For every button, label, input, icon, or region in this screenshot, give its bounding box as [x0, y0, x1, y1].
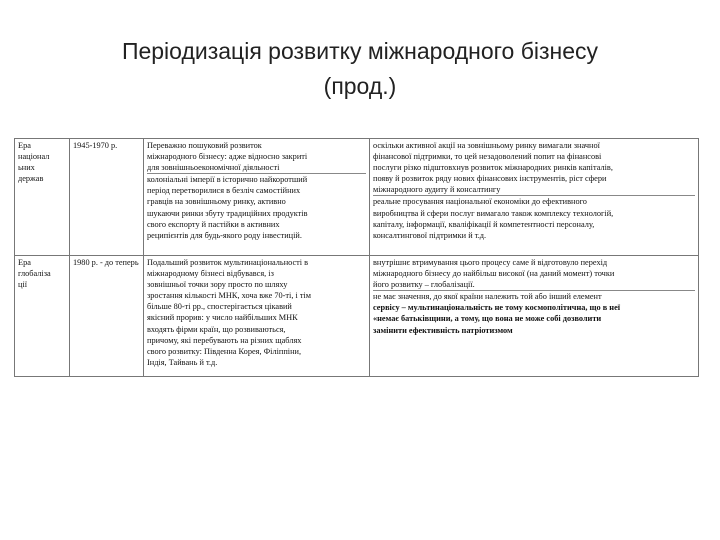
notes-line: міжнародного бізнесу до найбільш високої (на даний момент) точки [373, 269, 615, 279]
notes-line: виробництва й сфери послуг вимагало також комплексу технологій, [373, 208, 614, 218]
era-label-line: ції [18, 280, 28, 290]
notes-line: його розвитку – глобалізації. [373, 280, 475, 290]
notes-line: консалтингової підтримки й т.д. [373, 230, 487, 240]
era-cell [15, 256, 70, 377]
features-line: для зовнішньоекономічної діяльності [147, 163, 280, 173]
notes-cell [370, 256, 699, 377]
features-line: міжнародному бізнесі відбувався, із [147, 269, 274, 279]
features-cell [144, 139, 370, 256]
features-line: міжнародного бізнесу: адже відносно закриті [147, 152, 308, 162]
features-line: зовнішньої точки зору просто по шляху [147, 280, 288, 290]
features-line: реципієнтів для будь-якого роду інвестицій. [147, 230, 302, 240]
slide-title-line-1: Періодизація розвитку міжнародного бізнесу [121, 38, 599, 64]
table-row [15, 256, 699, 377]
features-line: зростання кількості МНК, хоча вже 70-ті, і тім [147, 291, 312, 301]
period-text: 1945-1970 р. [73, 141, 118, 150]
notes-line: «немає батьківщини, а тому, що вона не може собі дозволити [373, 314, 602, 324]
features-line: свого експорту й пастійки в активних [147, 219, 280, 229]
features-line: причому, які перебувають на різних щаблях [147, 335, 302, 345]
features-line: входять фірми країн, що розвиваються, [147, 324, 286, 334]
notes-line: реальне просування національної економіки до ефективного [373, 195, 695, 207]
notes-line: замінити ефективність патріотизмом [373, 325, 513, 335]
features-line: колоніальні імперії в історично найкоротший [147, 173, 366, 185]
notes-line: внутрішнє втримування цього процесу саме й відготовуло перехід [373, 258, 608, 267]
period-text: 1980 р. - до теперь [73, 258, 139, 267]
notes-line: міжнародного аудиту й консалтингу [373, 185, 501, 195]
features-line: шукаючи ринки збуту традиційних продуктів [147, 208, 308, 218]
features-line: якісний прорив: у число найбільших МНК [147, 313, 298, 323]
notes-cell [370, 139, 699, 256]
features-line: Подальший розвиток мультинаціональності в [147, 258, 309, 267]
period-cell [70, 256, 144, 377]
table-body [15, 139, 699, 377]
periodization-table [14, 138, 699, 377]
era-label-line: Ера [18, 141, 31, 150]
era-label-line: націонал [18, 152, 50, 162]
notes-line: не має значення, до якої країни належить той або інший елемент [373, 290, 695, 302]
table-row [15, 139, 699, 256]
features-line: більше 80-ті рр., спостерігається цікавий [147, 302, 292, 312]
notes-line: капіталу, інформації, кваліфікації й компетентності персоналу, [373, 219, 595, 229]
era-label-line: ьних [18, 163, 35, 173]
era-label-line: глобаліза [18, 269, 51, 279]
era-label-line: Ера [18, 258, 31, 267]
features-line: Переважно пошуковий розвиток [147, 141, 262, 150]
era-label-line: держав [18, 174, 44, 184]
notes-line: сервісу – мультинаціональність не тому космополітична, що в неї [373, 303, 621, 313]
period-cell [70, 139, 144, 256]
notes-line: появу й розвиток ряду нових фінансових інструментів, ріст сфери [373, 174, 607, 184]
notes-line: фінансової підтримки, то цей незадоволений попит на фінансові [373, 152, 602, 162]
features-cell [144, 256, 370, 377]
notes-line: послуги різко підштовхнув розвиток міжнародних ринків капіталів, [373, 163, 613, 173]
features-line: період перетворилися в безліч самостійних [147, 186, 301, 196]
slide-title-line-2: (прод.) [323, 73, 397, 99]
features-line: Індія, Тайвань й т.д. [147, 357, 218, 367]
notes-line: оскільки активної акції на зовнішньому ринку вимагали значної [373, 141, 600, 150]
features-line: свого розвитку: Південна Корея, Філіппіни, [147, 346, 302, 356]
era-cell [15, 139, 70, 256]
slide-title [40, 34, 680, 104]
features-line: гравців на зовнішньому ринку, активно [147, 197, 286, 207]
